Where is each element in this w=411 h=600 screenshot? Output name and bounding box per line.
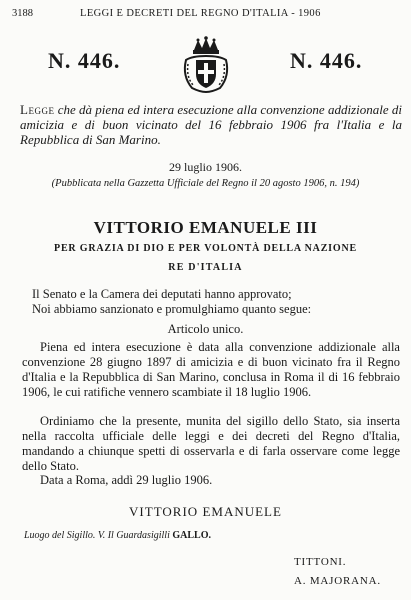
grace-line: PER GRAZIA DI DIO E PER VOLONTÀ DELLA NAZIONE [54, 243, 357, 254]
savoy-coat-of-arms-icon [180, 36, 232, 94]
law-title-lead: Legge [20, 102, 55, 117]
minister-signature: A. MAJORANA. [294, 575, 381, 587]
keeper-of-seals-name: GALLO. [172, 530, 211, 541]
king-heading: VITTORIO EMANUELE III [93, 218, 318, 237]
publication-note: (Pubblicata nella Gazzetta Ufficiale del Regno il 20 agosto 1906, n. 194) [51, 178, 360, 189]
page-number: 3188 [12, 8, 33, 19]
realm-line: RE D'ITALIA [168, 262, 243, 273]
running-title: LEGGI E DECRETI DEL REGNO D'ITALIA - 1906 [80, 8, 321, 19]
paragraph-approval: Il Senato e la Camera dei deputati hanno approvato; [32, 287, 292, 301]
law-number-right: N. 446. [290, 48, 363, 73]
law-title-text: che dà piena ed intera esecuzione alla convenzione addizionale di amicizia e di buon vicinato del 16 febbraio 1906 fra l'Italia e la Repubblica di San Marino. [20, 102, 402, 147]
seal-text: Luogo del Sigillo. V. Il Guardasigilli [24, 530, 170, 541]
law-date: 29 luglio 1906. [168, 160, 242, 174]
law-number-left: N. 446. [48, 48, 121, 73]
paragraph-given: Data a Roma, addì 29 luglio 1906. [40, 473, 213, 487]
paragraph-order: Ordiniamo che la presente, munita del sigillo dello Stato, sia inserta nella raccolta ufficiale delle leggi e dei decreti del Regno d'Italia, mandando a chiunque spetti di osservarla e di farla osservare come legge dello Stato. [22, 414, 400, 473]
king-signature: VITTORIO EMANUELE [129, 504, 282, 519]
running-header [12, 8, 403, 22]
paragraph-article: Piena ed intera esecuzione è data alla convenzione addizionale alla convenzione 28 giugno 1897 di amicizia e di buon vicinato fra il Regno d'Italia e la Repubblica di San Marino, conclusa in Roma il di 16 febbraio 1906, le cui ratifiche vennero scambiate il 18 luglio 1906. [22, 340, 400, 399]
seal-line [24, 530, 211, 541]
law-title [20, 102, 402, 147]
minister-signature: TITTONI. [294, 556, 347, 568]
paragraph-promulgation: Noi abbiamo sanzionato e promulghiamo quanto segue: [32, 302, 312, 316]
article-heading: Articolo unico. [167, 322, 244, 336]
